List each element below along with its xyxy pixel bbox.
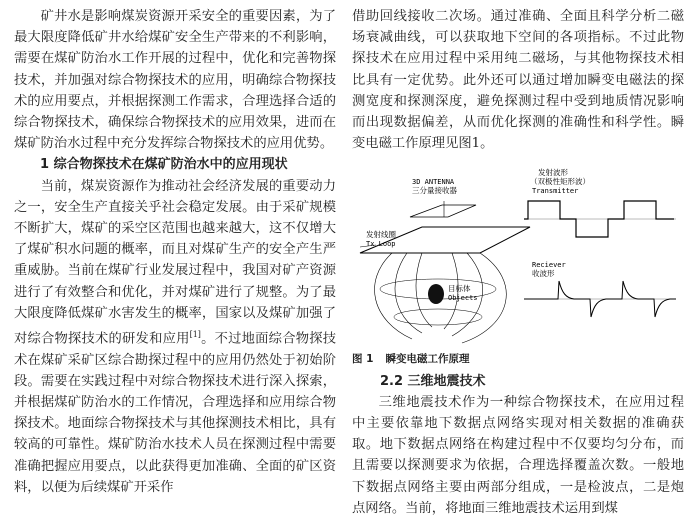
right-column — [352, 6, 684, 519]
tem-paragraph: 借助回线接收二次场。通过准确、全面且科学分析二磁场衰减曲线，可以获取地下空间的各项指标。不过此物探技术在应用过程中采用纯二磁场，与其他物探技术相比具有一定优势。此外还可以通过增加瞬变电磁法的探测宽度和探测深度，避免探测过程中受到地质情况影响而出现数据偏差，从而优化探测的准确性和科学性。瞬变电磁工作原理见图1。 — [352, 9, 684, 152]
figure-tem-principle — [352, 161, 684, 349]
section-heading-1: 1 综合物探技术在煤矿防治水中的应用现状 — [40, 157, 288, 173]
tx-wave-label-cn2: （双极性矩形波） — [530, 177, 590, 187]
target-label: Objects — [448, 294, 478, 303]
figure-title: 瞬变电磁工作原理 — [385, 353, 470, 366]
antenna-label-cn: 三分量接收器 — [412, 186, 457, 196]
status-text-b: 。不过地面综合物探技术在煤矿采矿区综合勘探过程中的应用仍然处于初始阶段。需要在实践过程中对综合物探技术进行深入探索，并根据煤矿防治水的工作情况，合理选择和应用综合物探技术。地面综合物探技术与其他探测技术相比，具有较高的可靠性。煤矿防治水技术人员在探测过程中需要准确把握应用要点，以此获得更加准确、全面的矿区资料，以便为后续煤矿开采作 — [14, 331, 337, 495]
eddy-ring — [394, 309, 482, 325]
status-paragraph — [14, 176, 336, 498]
target-body — [428, 284, 444, 304]
tx-wave-label-cn: 发射波形 — [538, 168, 568, 178]
tx-wave-label: Transmitter — [532, 187, 579, 196]
left-column — [14, 6, 336, 498]
figure-caption — [352, 349, 684, 370]
antenna-label: 3D ANTENNA — [412, 178, 455, 187]
tem-diagram — [352, 161, 684, 349]
intro-paragraph: 矿井水是影响煤炭资源开采安全的重要因素，为了最大限度降低矿井水给煤矿安全生产带来的不利影响，需要在煤矿防治水工作开展的过程中，优化和完善物探技术，并加强对综合物探技术的应用，明确综合物探技术的应用要点，并根据探测工作需求，合理选择合适的综合物探技术，确保综合物探技术的应用效果，进而在煤矿防治水过程中充分发挥综合物探技术的应用优势。 — [14, 9, 336, 152]
seismic-paragraph: 三维地震技术作为一种综合物探技术，在应用过程中主要依靠地下数据点网络实现对相关数据的准确获取。地下数据点网络在构建过程中不仅要均匀分布，而且需要以探测要求为依据，合理选择覆盖次数。一般地下数据点网络主要由两部分组成，一是检波点，二是炮点网络。当前，将地面三维地震技术运用到煤 — [352, 394, 684, 516]
tx-loop-label: Tx Loop — [366, 240, 396, 249]
antenna-box — [410, 205, 476, 217]
reference-marker: [1] — [189, 330, 201, 340]
status-text-a: 当前，煤炭资源作为推动社会经济发展的重要动力之一，安全生产直接关乎社会稳定发展。由于采矿规模不断扩大，煤矿的采空区范围也越来越大，这不仅增大了煤矿积水问题的概率，而且对煤矿生产的安全产生严重威胁。当前在煤矿行业发展过程中，我国对矿产资源进行了有效整合和优化，并对煤矿进行了规整。为了最大限度降低煤矿水害发生的概率，国家以及煤矿加强了对综合物探技术的研发和应用 — [14, 178, 336, 347]
rx-wave-label: Reciever — [532, 261, 566, 270]
tx-loop-label-cn: 发射线圈 — [366, 230, 396, 240]
flux-line — [375, 253, 412, 339]
target-label-cn: 目标体 — [448, 284, 471, 294]
rx-wave-label-cn: 收波形 — [532, 269, 555, 279]
figure-number: 图 1 — [352, 353, 374, 366]
section-heading-2-2: 2.2 三维地震技术 — [380, 373, 486, 389]
